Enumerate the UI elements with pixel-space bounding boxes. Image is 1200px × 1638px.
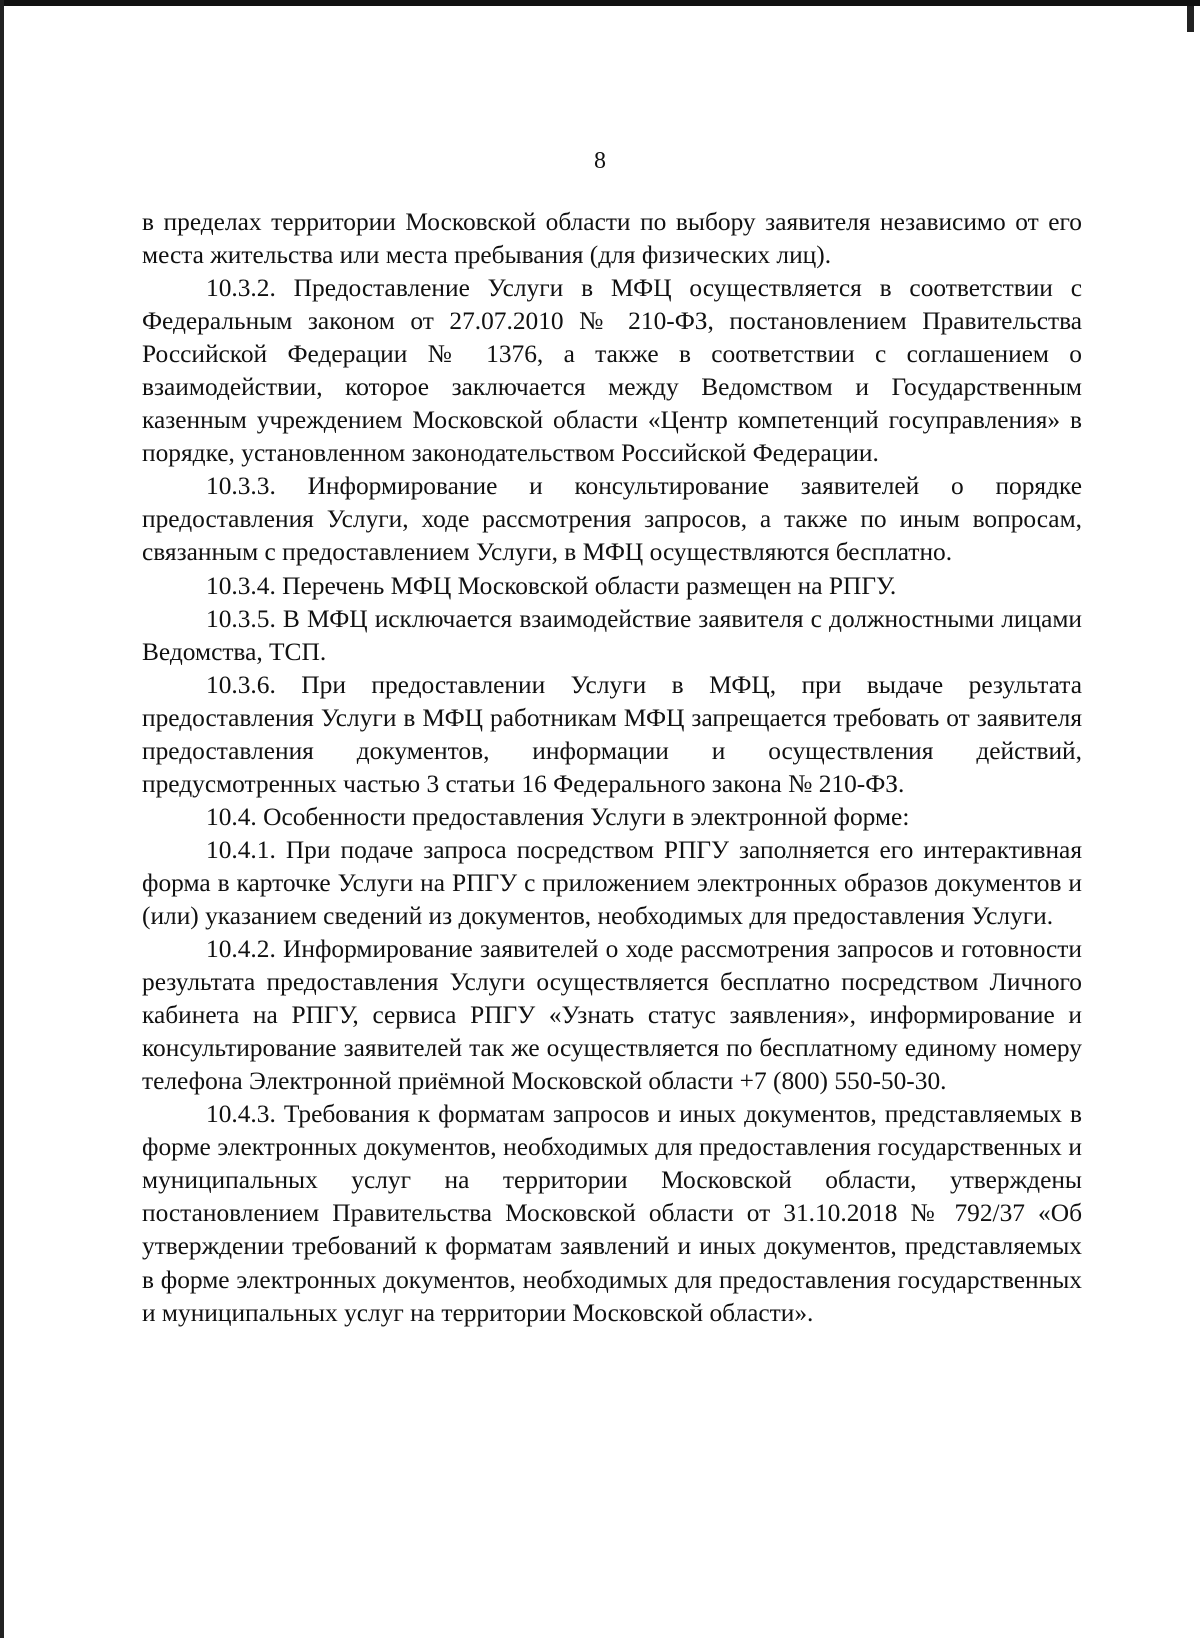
paragraph-10-3-5: 10.3.5. В МФЦ исключается взаимодействие заявителя с должностными лицами Ведомства, ТСП. <box>142 604 1082 666</box>
scan-corner-mark <box>1187 6 1194 32</box>
scan-edge-left <box>0 0 4 1638</box>
paragraph-10-3-6: 10.3.6. При предоставлении Услуги в МФЦ, при выдаче результата предоставления Услуги в МФЦ работникам МФЦ запрещается требовать от заявителя предоставления документов, информации и осуществления действий, предусмотренных частью 3 статьи 16 Федерального закона № 210-ФЗ. <box>142 670 1082 798</box>
paragraph-10-3-3: 10.3.3. Информирование и консультирование заявителей о порядке предоставления Услуги, ходе рассмотрения запросов, а также по иным вопросам, связанным с предоставлением Услуги, в МФЦ осуществляются бесплатно. <box>142 472 1082 567</box>
paragraph-10-4-2: 10.4.2. Информирование заявителей о ходе рассмотрения запросов и готовности результата предоставления Услуги осуществляется бесплатно посредством Личного кабинета на РПГУ, сервиса РПГУ «Узнать статус заявления», информирование и консультирование заявителей так же осуществляется по бесплатному единому номеру телефона Электронной приёмной Московской области +7 (800) 550-50-30. <box>142 935 1082 1096</box>
paragraph-10-3-2: 10.3.2. Предоставление Услуги в МФЦ осуществляется в соответствии с Федеральным законом от 27.07.2010 № 210-ФЗ, постановлением Правительства Российской Федерации № 1376, а также в соответствии с соглашением о взаимодействии, которое заключается между Ведомством и Государственным казенным учреждением Московской области «Центр компетенций госуправления» в порядке, установленном законодательством Российской Федерации. <box>142 274 1082 468</box>
paragraph-10-4-3: 10.4.3. Требования к форматам запросов и иных документов, представляемых в форме электронных документов, необходимых для предоставления государственных и муниципальных услуг на территории Московской области, утверждены постановлением Правительства Московской области от 31.10.2018 № 792/37 «Об утверждении требований к форматам заявлений и иных документов, представляемых в форме электронных документов, необходимых для предоставления государственных и муниципальных услуг на территории Московской области». <box>142 1100 1082 1327</box>
paragraph-10-3-4: 10.3.4. Перечень МФЦ Московской области размещен на РПГУ. <box>206 571 897 600</box>
document-body <box>142 206 1082 1330</box>
paragraph-continuation: в пределах территории Московской области по выбору заявителя независимо от его места жительства или места пребывания (для физических лиц). <box>142 208 1082 270</box>
scan-edge-top <box>0 0 1200 6</box>
page-number: 8 <box>594 148 606 174</box>
paragraph-10-4: 10.4. Особенности предоставления Услуги в электронной форме: <box>206 802 910 831</box>
paragraph-10-4-1: 10.4.1. При подаче запроса посредством РПГУ заполняется его интерактивная форма в карточке Услуги на РПГУ с приложением электронных образов документов и (или) указанием сведений из документов, необходимых для предоставления Услуги. <box>142 835 1082 930</box>
